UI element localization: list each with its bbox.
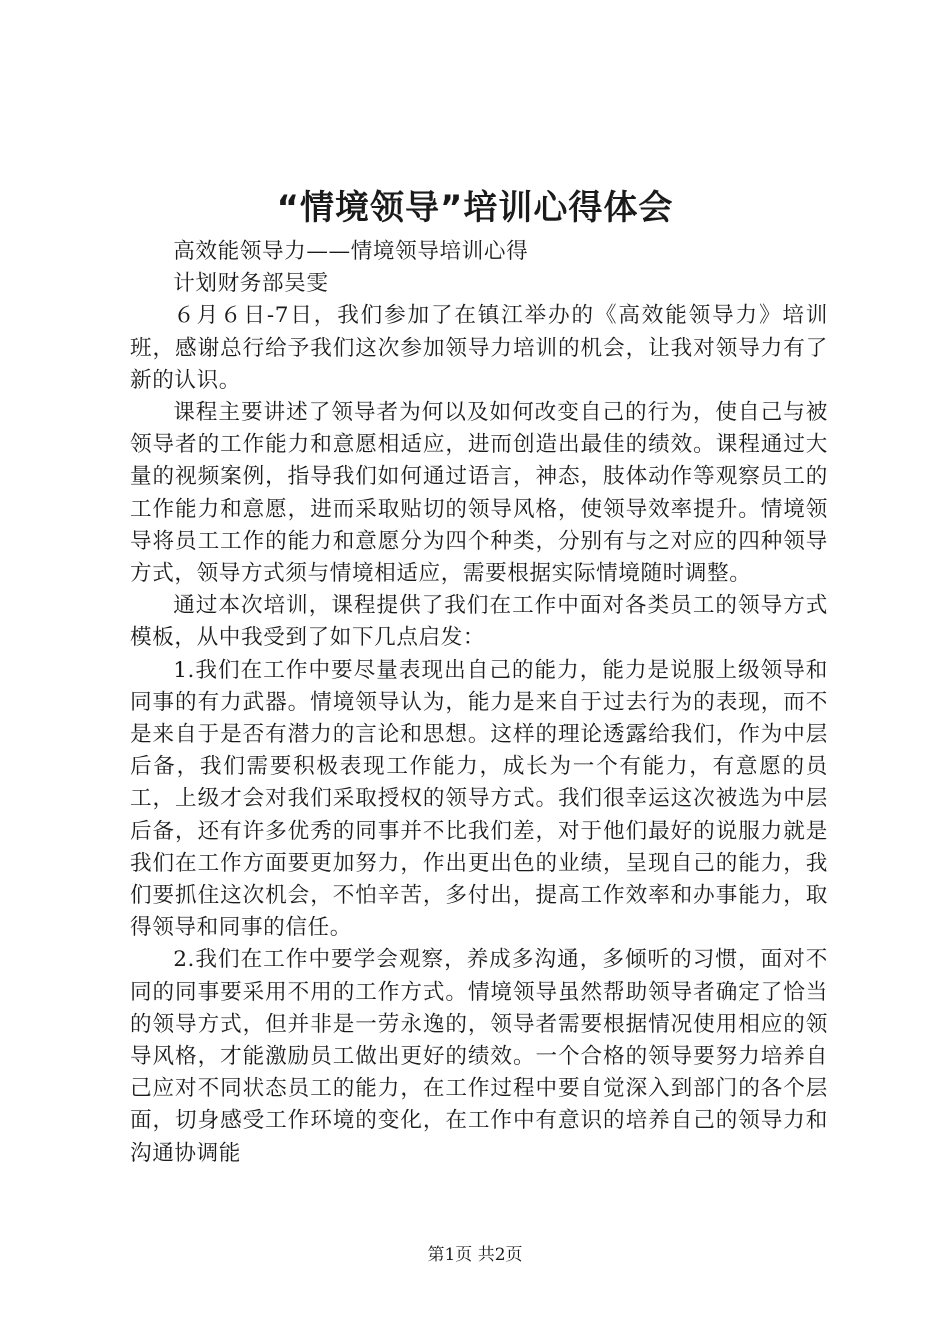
subtitle-paragraph: 高效能领导力——情境领导培训心得 bbox=[173, 239, 529, 264]
body-paragraph: 课程主要讲述了领导者为何以及如何改变自己的行为，使自己与被领导者的工作能力和意愿相适应，进而创造出最佳的绩效。课程通过大量的视频案例，指导我们如何通过语言，神态，肢体动作等观察员工的工作能力和意愿，进而采取贴切的领导风格，使领导效率提升。情境领导将员工工作的能力和意愿分为四个种类，分别有与之对应的四种领导方式，领导方式须与情境相适应，需要根据实际情境随时调整。 bbox=[130, 400, 828, 587]
body-paragraph: 2.我们在工作中要学会观察，养成多沟通，多倾听的习惯，面对不同的同事要采用不用的工作方式。情境领导虽然帮助领导者确定了恰当的领导方式，但并非是一劳永逸的，领导者需要根据情况使用相应的领导风格，才能激励员工做出更好的绩效。一个合格的领导要努力培养自己应对不同状态员工的能力，在工作过程中要自觉深入到部门的各个层面，切身感受工作环境的变化，在工作中有意识的培养自己的领导力和沟通协调能 bbox=[130, 947, 828, 1166]
document-title: “情境领导”培训心得体会 bbox=[276, 188, 674, 228]
document-body bbox=[130, 236, 828, 1170]
body-paragraph: 通过本次培训，课程提供了我们在工作中面对各类员工的领导方式模板，从中我受到了如下几点启发： bbox=[130, 593, 828, 651]
author-paragraph: 计划财务部吴雯 bbox=[173, 271, 329, 297]
body-paragraph: ６月６日-7日，我们参加了在镇江举办的《高效能领导力》培训班，感谢总行给予我们这次参加领导力培训的机会，让我对领导力有了新的认识。 bbox=[130, 303, 828, 393]
body-paragraph: 1.我们在工作中要尽量表现出自己的能力，能力是说服上级领导和同事的有力武器。情境领导认为，能力是来自于过去行为的表现，而不是来自于是否有潜力的言论和思想。这样的理论透露给我们，作为中层后备，我们需要积极表现工作能力，成长为一个有能力，有意愿的员工，上级才会对我们采取授权的领导方式。我们很幸运这次被选为中层后备，还有许多优秀的同事并不比我们差，对于他们最好的说服力就是我们在工作方面要更加努力，作出更出色的业绩，呈现自己的能力，我们要抓住这次机会，不怕辛苦，多付出，提高工作效率和办事能力，取得领导和同事的信任。 bbox=[130, 657, 828, 941]
page-footer: 第1页 共2页 bbox=[427, 1245, 523, 1265]
